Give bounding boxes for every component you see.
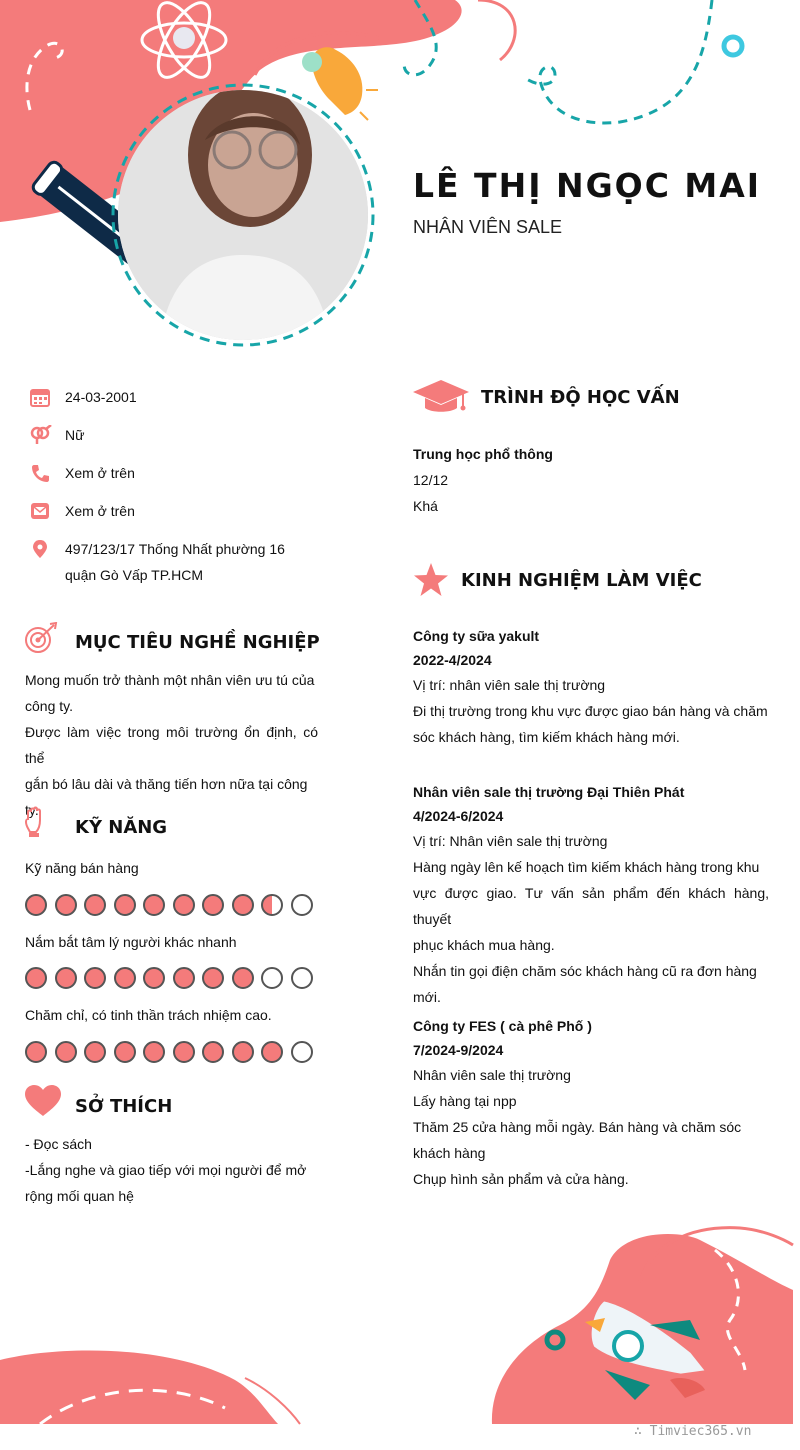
job3-line-4: khách hàng — [413, 1145, 486, 1161]
job3-period: 7/2024-9/2024 — [413, 1042, 504, 1058]
rating-dot — [261, 967, 283, 989]
rating-dot — [291, 1041, 313, 1063]
job1-period: 2022-4/2024 — [413, 652, 492, 668]
objective-line-5: ty. — [25, 802, 39, 818]
rating-dot — [25, 894, 47, 916]
rating-dot — [55, 894, 77, 916]
gender-icon — [30, 425, 52, 445]
star-icon — [413, 563, 449, 597]
job2-line-2: Hàng ngày lên kế hoạch tìm kiếm khách hàng trong khu — [413, 859, 760, 875]
job1-line-3: sóc khách hàng, tìm kiếm khách hàng mới. — [413, 729, 680, 745]
rating-dot — [25, 967, 47, 989]
bottom-left-blob — [0, 1350, 278, 1424]
rating-dot — [84, 967, 106, 989]
skills-title: KỸ NĂNG — [75, 817, 168, 838]
skill-label-3: Chăm chỉ, có tinh thần trách nhiệm cao. — [25, 1007, 272, 1023]
rating-dot — [25, 1041, 47, 1063]
address-line-1: 497/123/17 Thống Nhất phường 16 — [65, 541, 285, 557]
rating-dot — [114, 894, 136, 916]
rating-dot — [261, 1041, 283, 1063]
rating-dot — [202, 967, 224, 989]
education-title: TRÌNH ĐỘ HỌC VẤN — [481, 387, 680, 408]
job2-line-4: phục khách mua hàng. — [413, 937, 555, 953]
experience-job-2 — [413, 780, 769, 1010]
job-title: NHÂN VIÊN SALE — [413, 217, 563, 237]
experience-job-3 — [413, 1014, 769, 1192]
info-address — [30, 536, 330, 588]
rating-dot — [84, 894, 106, 916]
objective-title: MỤC TIÊU NGHỀ NGHIỆP — [75, 632, 320, 653]
job3-line-3: Thăm 25 cửa hàng mỗi ngày. Bán hàng và chăm sóc — [413, 1119, 742, 1135]
hobby-line-2: -Lắng nghe và giao tiếp với mọi người để mở — [25, 1162, 307, 1178]
job3-company: Công ty FES ( cà phê Phố ) — [413, 1018, 592, 1034]
email-text: Xem ở trên — [65, 503, 135, 519]
objective-line-1: Mong muốn trở thành một nhân viên ưu tú của — [25, 672, 315, 688]
job2-line-3: vực được giao. Tư vấn sản phẩm đến khách hàng, thuyết — [413, 885, 769, 927]
rating-dot — [55, 1041, 77, 1063]
job3-line-2: Lấy hàng tại npp — [413, 1093, 517, 1109]
rating-dot — [143, 1041, 165, 1063]
job2-line-6: mới. — [413, 989, 441, 1005]
rating-dot — [232, 967, 254, 989]
graduation-cap-icon — [413, 380, 469, 414]
watermark: ∴ Timviec365.vn — [634, 1424, 752, 1439]
hobbies-text — [25, 1131, 318, 1209]
rating-dot — [202, 894, 224, 916]
job2-company: Nhân viên sale thị trường Đại Thiên Phát — [413, 784, 685, 800]
objective-line-2: công ty. — [25, 698, 73, 714]
rating-dot — [232, 1041, 254, 1063]
rating-dot — [173, 894, 195, 916]
heart-icon — [24, 1085, 62, 1117]
objective-line-4: gắn bó lâu dài và thăng tiến hơn nữa tại công — [25, 776, 308, 792]
rating-dot — [143, 894, 165, 916]
objective-text — [25, 667, 318, 823]
rating-dot — [114, 1041, 136, 1063]
gender-text: Nữ — [65, 427, 85, 443]
rating-dot — [202, 1041, 224, 1063]
birthday-text: 24-03-2001 — [65, 389, 137, 405]
address-text — [65, 536, 320, 588]
job1-line-1: Vị trí: nhân viên sale thị trường — [413, 677, 606, 693]
job3-line-5: Chụp hình sản phẩm và cửa hàng. — [413, 1171, 629, 1187]
job1-company: Công ty sữa yakult — [413, 628, 540, 644]
skill-label-2: Nắm bắt tâm lý người khác nhanh — [25, 934, 237, 950]
rating-dot — [84, 1041, 106, 1063]
job2-line-1: Vị trí: Nhân viên sale thị trường — [413, 833, 608, 849]
job2-period: 4/2024-6/2024 — [413, 808, 504, 824]
skill-label-1: Kỹ năng bán hàng — [25, 860, 139, 876]
lightbulb-icon — [302, 47, 378, 120]
rating-dot — [291, 894, 313, 916]
rating-dot — [55, 967, 77, 989]
rating-dot — [143, 967, 165, 989]
rating-dot — [232, 894, 254, 916]
rating-dot — [261, 894, 283, 916]
rating-dot — [173, 967, 195, 989]
rating-dot — [173, 1041, 195, 1063]
hobbies-title: SỞ THÍCH — [75, 1096, 173, 1117]
calendar-icon — [30, 387, 50, 407]
rating-dot — [291, 967, 313, 989]
hobby-line-1: - Đọc sách — [25, 1136, 92, 1152]
phone-text: Xem ở trên — [65, 465, 135, 481]
experience-job-1 — [413, 624, 769, 750]
education-school: Trung học phổ thông — [413, 446, 553, 462]
target-icon — [24, 622, 58, 656]
job3-line-1: Nhân viên sale thị trường — [413, 1067, 571, 1083]
education-block — [413, 441, 769, 519]
hand-icon — [24, 806, 48, 838]
location-icon — [30, 539, 50, 559]
objective-line-3: Được làm việc trong môi trường ổn định, có thể — [25, 724, 318, 766]
education-rank: Khá — [413, 498, 438, 514]
phone-icon — [30, 463, 50, 483]
full-name: LÊ THỊ NGỌC MAI — [413, 166, 762, 205]
job1-line-2: Đi thị trường trong khu vực được giao bán hàng và chăm — [413, 703, 768, 719]
rating-dot — [114, 967, 136, 989]
experience-title: KINH NGHIỆM LÀM VIỆC — [461, 570, 702, 591]
hobby-line-3: rộng mối quan hệ — [25, 1188, 134, 1204]
email-icon — [30, 501, 50, 521]
education-grade: 12/12 — [413, 472, 449, 488]
address-line-2: quận Gò Vấp TP.HCM — [65, 567, 204, 583]
job2-line-5: Nhắn tin gọi điện chăm sóc khách hàng cũ ra đơn hàng — [413, 963, 757, 979]
